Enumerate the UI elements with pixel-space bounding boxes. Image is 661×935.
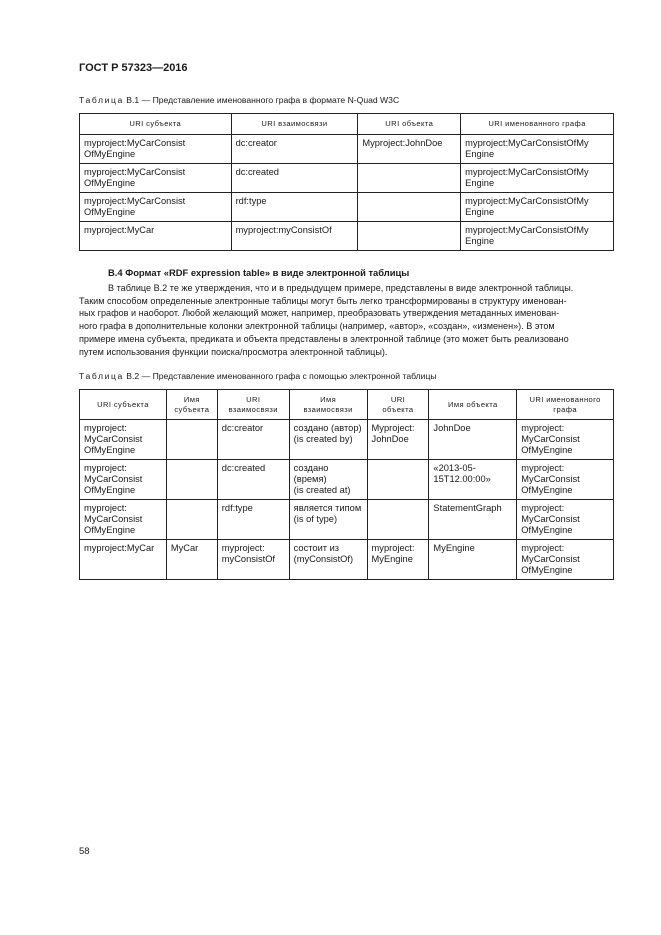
table-cell: MyCar	[166, 540, 217, 580]
table-cell: myproject:myConsistOf	[231, 221, 358, 250]
table2-caption-text: В.2 — Представление именованного графа с помощью электронной таблицы	[126, 371, 437, 381]
paragraph-line: примере имена субъекта, предиката и объекта представлены в электронной таблице (это может быть реализовано	[79, 333, 569, 344]
table-row	[80, 500, 614, 540]
table-cell: myproject: MyCarConsist OfMyEngine	[80, 420, 167, 460]
table1-caption-text: В.1 — Представление именованного графа в формате N-Quad W3C	[126, 95, 400, 105]
table-cell: Myproject: JohnDoe	[367, 420, 429, 460]
table-cell: является типом (is of type)	[289, 500, 367, 540]
table-cell: rdf:type	[217, 500, 289, 540]
table2-caption	[79, 371, 437, 381]
t2-col-header: Имя взаимосвязи	[289, 390, 367, 420]
paragraph-line: В таблице В.2 те же утверждения, что и в предыдущем примере, представлены в виде электронной таблицы.	[108, 283, 574, 293]
document-header: ГОСТ Р 57323—2016	[79, 62, 188, 74]
table1-header-row	[80, 114, 614, 135]
table-cell	[367, 500, 429, 540]
table-cell	[367, 460, 429, 500]
table-cell: dc:creator	[231, 134, 358, 163]
table-cell: myproject:MyCarConsist OfMyEngine	[80, 134, 232, 163]
table-row	[80, 134, 614, 163]
t1-col-header: URI субъекта	[80, 114, 232, 135]
table2-body	[80, 420, 614, 580]
table-row	[80, 460, 614, 500]
t2-col-header: Имя субъекта	[166, 390, 217, 420]
table-cell: MyEngine	[429, 540, 517, 580]
table-cell: myproject:MyCarConsistOfMy Engine	[461, 192, 614, 221]
table2-caption-prefix: Таблица	[79, 371, 124, 381]
table-cell: dc:created	[217, 460, 289, 500]
table-cell: rdf:type	[231, 192, 358, 221]
paragraph-line: Таким способом определенные электронные таблицы могут быть легко трансформированы в структуру именован-	[79, 295, 567, 306]
table-cell: myproject: MyCarConsist OfMyEngine	[517, 460, 614, 500]
table1-caption-prefix: Таблица	[79, 95, 124, 105]
table-cell	[166, 500, 217, 540]
table-cell: myproject:MyCarConsist OfMyEngine	[80, 192, 232, 221]
table-cell	[166, 420, 217, 460]
table-cell: «2013-05- 15T12.00:00»	[429, 460, 517, 500]
table-cell: Myproject:JohnDoe	[358, 134, 461, 163]
page-number: 58	[79, 846, 90, 857]
table1-body	[80, 134, 614, 250]
table-cell	[358, 163, 461, 192]
table-cell: myproject:MyCar	[80, 540, 167, 580]
table-row	[80, 221, 614, 250]
t1-col-header: URI взаимосвязи	[231, 114, 358, 135]
table1-n-quad	[79, 113, 614, 251]
table-cell: myproject: myConsistOf	[217, 540, 289, 580]
table-cell	[358, 192, 461, 221]
table-cell: создано (автор) (is created by)	[289, 420, 367, 460]
t2-col-header: Имя объекта	[429, 390, 517, 420]
paragraph-line: ных графов и наоборот. Любой желающий может, например, преобразовать утверждения метаданных именован-	[79, 308, 560, 319]
table-cell: JohnDoe	[429, 420, 517, 460]
table-cell: myproject:MyCarConsistOfMy Engine	[461, 221, 614, 250]
table-cell: StatementGraph	[429, 500, 517, 540]
table-cell: myproject: MyCarConsist OfMyEngine	[80, 500, 167, 540]
table-cell: dc:created	[231, 163, 358, 192]
table-cell: myproject: MyEngine	[367, 540, 429, 580]
paragraph-line: ного графа в дополнительные колонки электронной таблицы (например, «автор», «создан», «изменен»). В этом	[79, 321, 555, 332]
table-cell: myproject: MyCarConsist OfMyEngine	[517, 420, 614, 460]
t2-col-header: URI взаимосвязи	[217, 390, 289, 420]
section-title: В.4 Формат «RDF expression table» в виде электронной таблицы	[108, 267, 410, 278]
table-cell: myproject:MyCarConsist OfMyEngine	[80, 163, 232, 192]
t2-col-header: URI субъекта	[80, 390, 167, 420]
table2-spreadsheet	[79, 389, 614, 580]
table-cell	[358, 221, 461, 250]
table-cell: myproject:MyCarConsistOfMy Engine	[461, 163, 614, 192]
t1-col-header: URI объекта	[358, 114, 461, 135]
table-row	[80, 163, 614, 192]
table-cell: состоит из (myConsistOf)	[289, 540, 367, 580]
t2-col-header: URI именованного графа	[517, 390, 614, 420]
t1-col-header: URI именованного графа	[461, 114, 614, 135]
table-row	[80, 540, 614, 580]
table-cell: myproject:MyCarConsistOfMy Engine	[461, 134, 614, 163]
table-cell	[166, 460, 217, 500]
paragraph-line: путем использования функции поиска/просмотра электронной таблицы).	[79, 346, 388, 357]
table-cell: dc:creator	[217, 420, 289, 460]
table-cell: myproject:MyCar	[80, 221, 232, 250]
table-cell: myproject: MyCarConsist OfMyEngine	[517, 500, 614, 540]
table-cell: myproject: MyCarConsist OfMyEngine	[80, 460, 167, 500]
t2-col-header: URI объекта	[367, 390, 429, 420]
table2-header-row	[80, 390, 614, 420]
table-row	[80, 192, 614, 221]
table1-caption	[79, 95, 399, 105]
table-row	[80, 420, 614, 460]
table-cell: myproject: MyCarConsist OfMyEngine	[517, 540, 614, 580]
section-paragraph	[79, 282, 614, 358]
table-cell: создано (время) (is created at)	[289, 460, 367, 500]
